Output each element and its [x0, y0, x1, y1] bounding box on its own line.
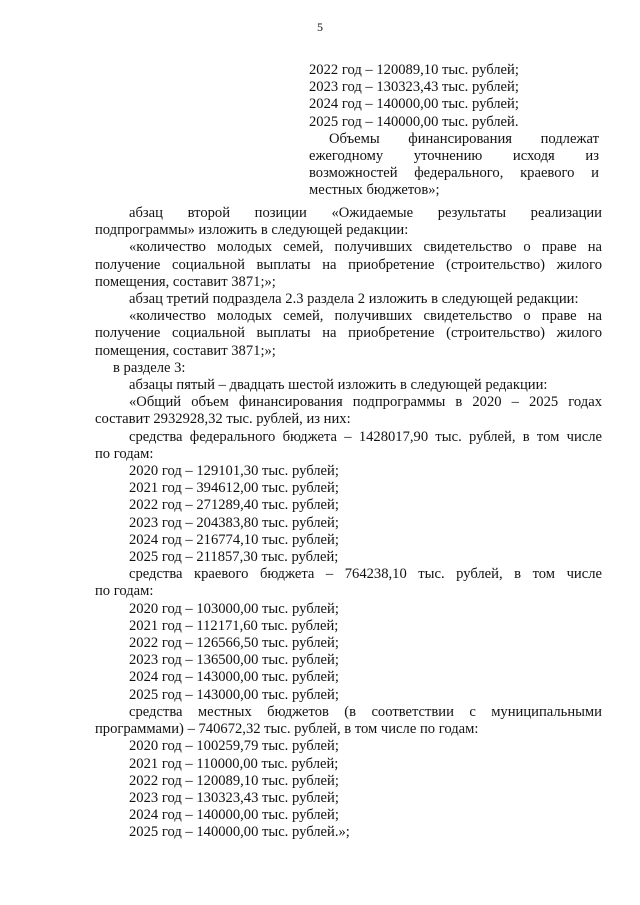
continuation-block	[309, 62, 599, 200]
word: –	[325, 566, 334, 583]
year-line: 2023 год – 136500,00 тыс. рублей;	[129, 652, 339, 669]
word: федерального,	[414, 165, 504, 182]
word: из	[585, 147, 599, 164]
paragraph-line: получение социальной выплаты на приобретение (строительство) жилого	[95, 256, 602, 273]
word: возможностей	[309, 165, 398, 182]
paragraph-line: в разделе 3:	[113, 359, 186, 376]
word: муниципальными	[491, 703, 602, 720]
year-line: 2024 год – 140000,00 тыс. рублей;	[129, 807, 339, 824]
year-line: 2022 год – 271289,40 тыс. рублей;	[129, 497, 339, 514]
paragraph-line: подпрограммы» изложить в следующей редакции:	[95, 222, 409, 239]
word: «Ожидаемые	[331, 205, 414, 221]
document-body	[95, 205, 602, 842]
word: в	[514, 566, 522, 583]
word: (в	[344, 703, 357, 720]
year-line: 2025 год – 140000,00 тыс. рублей.»;	[129, 824, 350, 841]
paragraph-line: средства федерального бюджета – 1428017,90 тыс. рублей, в том числе	[129, 428, 602, 445]
funding-note-line	[309, 148, 599, 165]
year-line: 2021 год – 112171,60 тыс. рублей;	[129, 617, 339, 634]
word: результаты	[437, 205, 507, 221]
word: и	[591, 165, 599, 182]
funding-note-line: местных бюджетов»;	[309, 182, 440, 199]
paragraph-line: получение социальной выплаты на приобретение (строительство) жилого	[95, 325, 602, 342]
word: уточнению	[413, 147, 483, 164]
year-line: 2025 год – 143000,00 тыс. рублей;	[129, 686, 339, 703]
paragraph-line	[95, 566, 602, 583]
word: 764238,10	[344, 566, 407, 583]
paragraph-line: абзацы пятый – двадцать шестой изложить в следующей редакции:	[129, 377, 548, 394]
word: финансирования	[408, 130, 512, 147]
page-number: 5	[317, 20, 323, 34]
funding-note-line	[309, 131, 599, 148]
year-line: 2023 год – 204383,80 тыс. рублей;	[129, 514, 339, 531]
word: соответствии	[371, 703, 454, 720]
year-line: 2020 год – 129101,30 тыс. рублей;	[129, 463, 339, 480]
year-line: 2022 год – 120089,10 тыс. рублей;	[309, 62, 519, 78]
year-line: 2022 год – 120089,10 тыс. рублей;	[129, 772, 339, 789]
word: Объемы	[329, 130, 380, 147]
word: средства	[129, 566, 183, 583]
word: подлежат	[540, 130, 599, 147]
year-line: 2024 год – 140000,00 тыс. рублей;	[309, 96, 519, 113]
word: числе	[566, 566, 602, 583]
paragraph-line: программами) – 740672,32 тыс. рублей, в том числе по годам:	[95, 721, 479, 738]
word: рублей,	[456, 566, 503, 583]
word: тыс.	[418, 566, 445, 583]
paragraph-line: по годам:	[95, 445, 154, 462]
year-line: 2021 год – 394612,00 тыс. рублей;	[129, 480, 339, 497]
year-line: 2020 год – 100259,79 тыс. рублей;	[129, 738, 339, 755]
word: ежегодному	[309, 147, 384, 164]
year-line: 2024 год – 216774,10 тыс. рублей;	[129, 531, 339, 548]
paragraph-line: помещения, составит 3871;»;	[95, 342, 276, 359]
year-line: 2022 год – 126566,50 тыс. рублей;	[129, 635, 339, 652]
paragraph-line: составит 2932928,32 тыс. рублей, из них:	[95, 411, 351, 428]
paragraph-line: «количество молодых семей, получивших свидетельство о праве на	[129, 239, 602, 256]
paragraph-line	[95, 205, 602, 222]
year-line: 2020 год – 103000,00 тыс. рублей;	[129, 600, 339, 617]
word: исходя	[512, 147, 555, 164]
word: с	[469, 703, 476, 720]
word: абзац	[129, 205, 163, 221]
paragraph-line: «Общий объем финансирования подпрограммы в 2020 – 2025 годах	[129, 394, 602, 411]
paragraph-line: «количество молодых семей, получивших свидетельство о праве на	[129, 308, 602, 325]
word: том	[532, 566, 556, 583]
paragraph-line: помещения, составит 3871;»;	[95, 273, 276, 290]
word: бюджетов	[267, 703, 329, 720]
word: позиции	[254, 205, 307, 221]
word: местных	[197, 703, 252, 720]
paragraph-line: по годам:	[95, 583, 154, 600]
year-line: 2021 год – 110000,00 тыс. рублей;	[129, 755, 339, 772]
word: средства	[129, 703, 183, 720]
paragraph-line	[95, 704, 602, 721]
year-line: 2025 год – 140000,00 тыс. рублей.	[309, 113, 519, 130]
word: бюджета	[259, 566, 315, 583]
paragraph-line: абзац третий подраздела 2.3 раздела 2 изложить в следующей редакции:	[129, 291, 579, 308]
word: реализации	[530, 205, 602, 221]
funding-note-line	[309, 165, 599, 182]
word: краевого	[194, 566, 249, 583]
year-line: 2023 год – 130323,43 тыс. рублей;	[309, 79, 519, 96]
year-line: 2023 год – 130323,43 тыс. рублей;	[129, 789, 339, 806]
word: краевого	[520, 165, 575, 182]
year-line: 2024 год – 143000,00 тыс. рублей;	[129, 669, 339, 686]
word: второй	[187, 205, 231, 221]
year-line: 2025 год – 211857,30 тыс. рублей;	[129, 549, 339, 566]
